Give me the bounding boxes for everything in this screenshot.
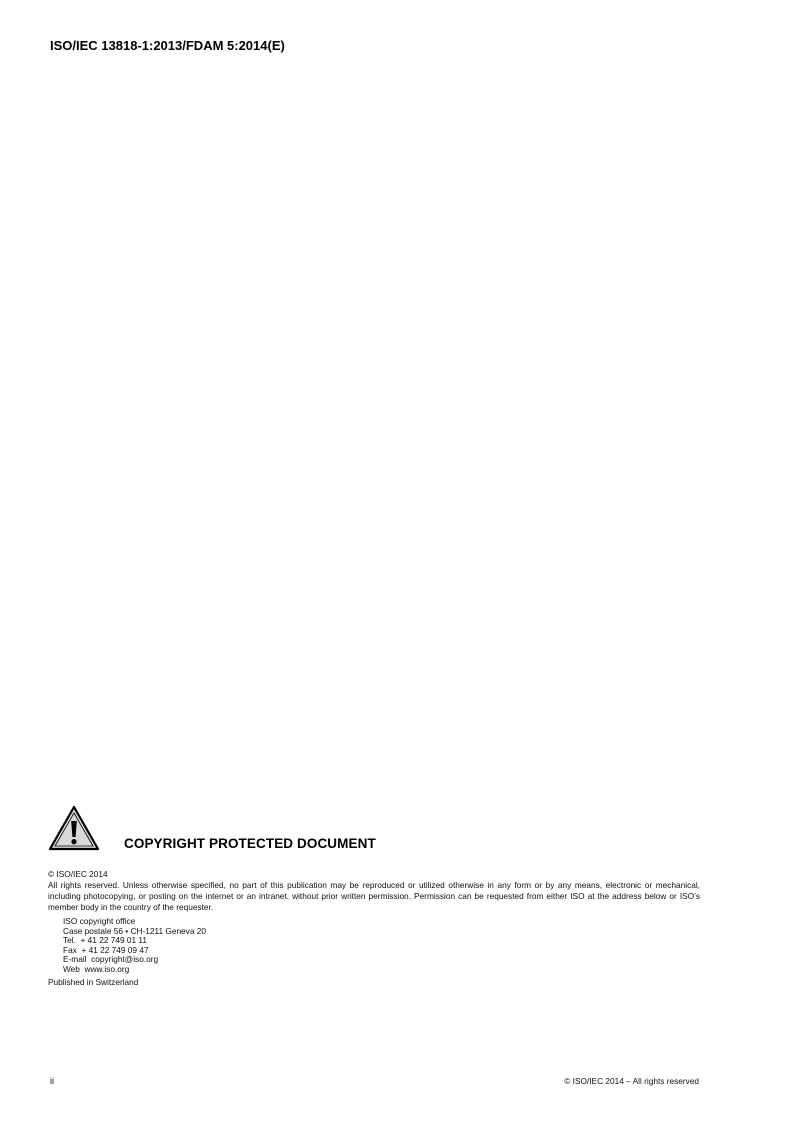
address-line: Case postale 56 • CH-1211 Geneva 20 <box>63 925 206 936</box>
published-in: Published in Switzerland <box>48 976 139 987</box>
rights-paragraph: All rights reserved. Unless otherwise specified, no part of this publication may be reproduced or utilized otherwise in any form or by any means, electronic or mechanical, including photocopying, or posting on the internet or an intranet, without prior written permission. Permission can be requested from either ISO at the address below or ISO’s member body in the country of the requester. <box>48 880 700 912</box>
footer-rights: © ISO/IEC 2014 – All rights reserved <box>564 1076 699 1086</box>
address-email: E-mail copyright@iso.org <box>63 954 159 965</box>
document-id-header: ISO/IEC 13818-1:2013/FDAM 5:2014(E) <box>50 38 285 53</box>
page-number: ii <box>50 1076 54 1086</box>
copyright-heading-row <box>48 805 700 853</box>
warning-triangle-icon <box>48 805 100 851</box>
address-line: Tel. + 41 22 749 01 11 <box>63 935 148 946</box>
copyright-notice <box>48 805 700 988</box>
address-line: ISO copyright office <box>63 916 136 926</box>
copyright-title: COPYRIGHT PROTECTED DOCUMENT <box>124 836 376 851</box>
iso-address <box>48 917 700 975</box>
address-web: Web www.iso.org <box>63 963 130 974</box>
address-line: Fax + 41 22 749 09 47 <box>63 944 149 955</box>
copyright-year: © ISO/IEC 2014 <box>48 869 108 879</box>
